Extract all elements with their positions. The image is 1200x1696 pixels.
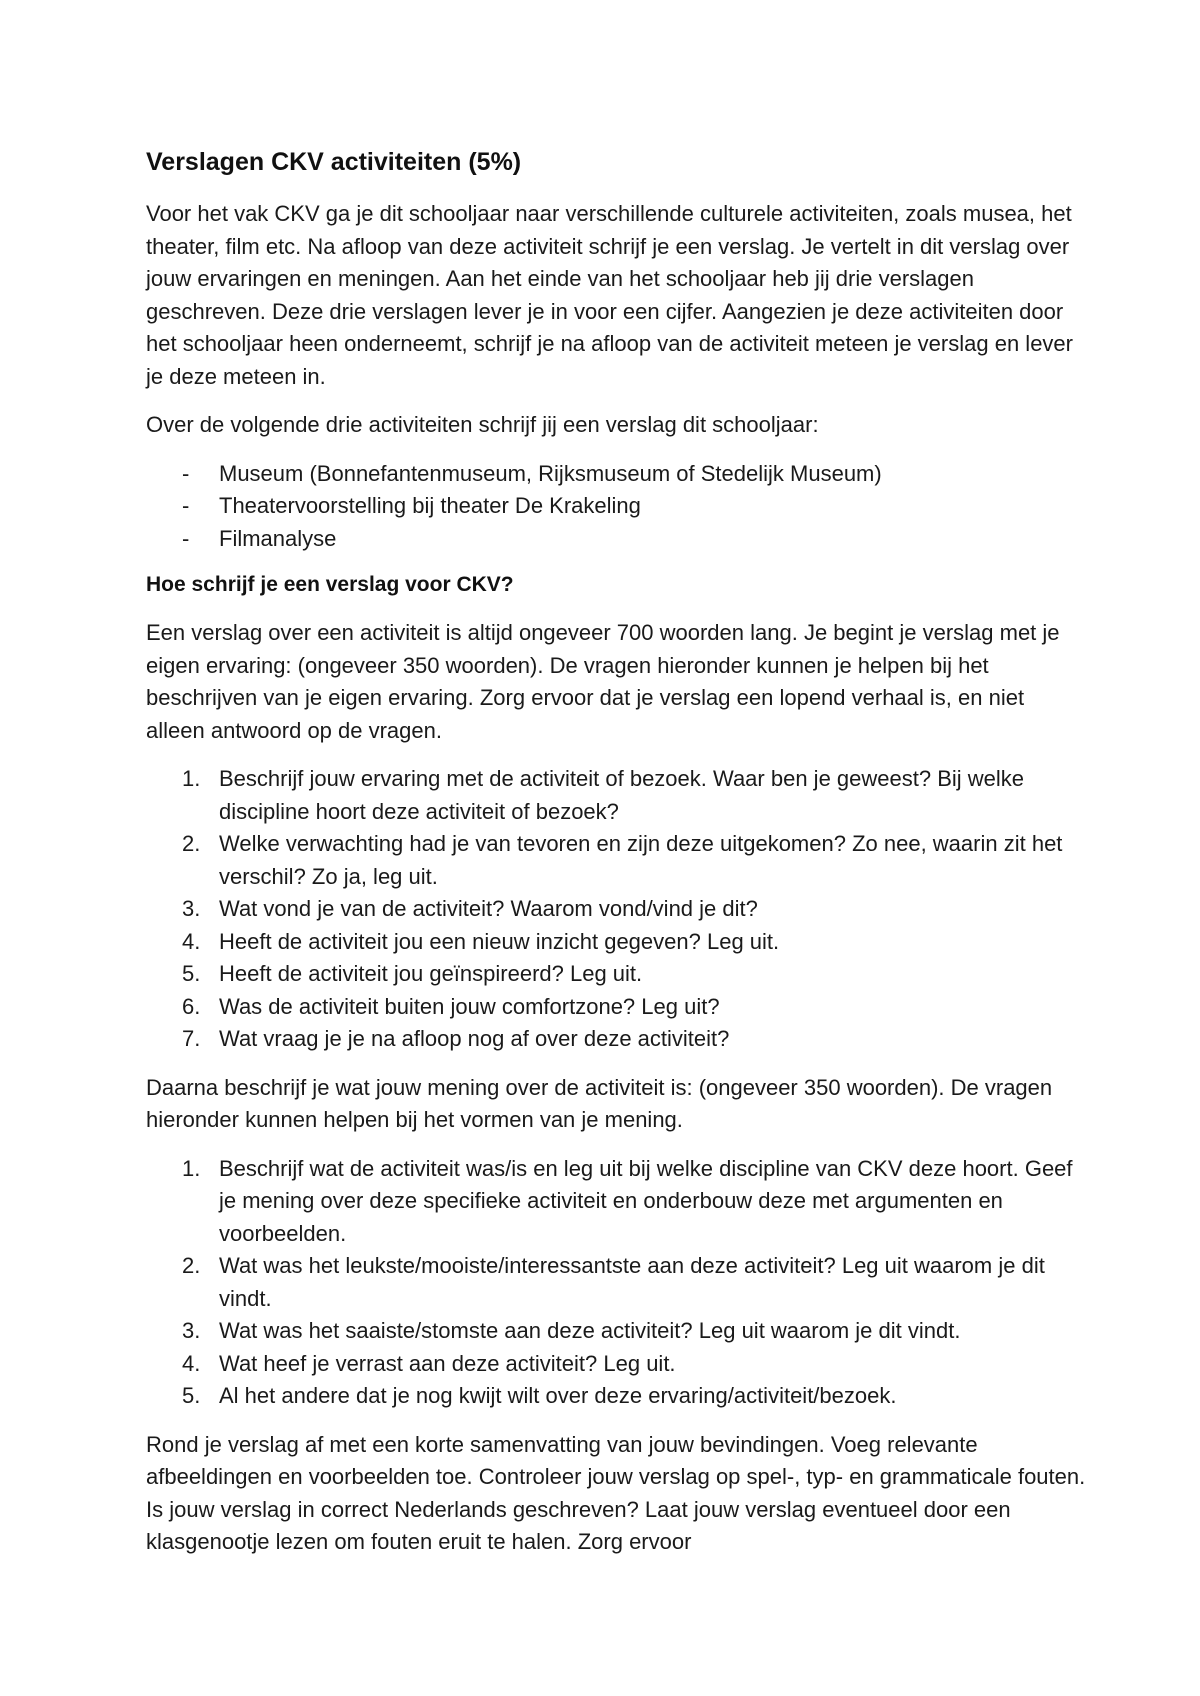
activities-intro: Over de volgende drie activiteiten schrijf jij een verslag dit schooljaar: bbox=[146, 412, 819, 437]
list-item-text: Filmanalyse bbox=[219, 525, 337, 551]
list-item bbox=[146, 490, 1086, 523]
list-item bbox=[146, 523, 1086, 556]
list-item bbox=[146, 893, 1086, 926]
list-item-text: Was de activiteit buiten jouw comfortzone? Leg uit? bbox=[219, 993, 720, 1019]
intro-paragraph: Voor het vak CKV ga je dit schooljaar naar verschillende culturele activiteiten, zoals musea, het theater, film etc. Na afloop van deze activiteit schrijf je een verslag. Je vertelt in dit verslag over jouw ervaringen en meningen. Aan het einde van het schooljaar heb jij drie verslagen geschreven. Deze drie verslagen lever je in voor een cijfer. Aangezien je deze activiteiten door het schooljaar heen onderneemt, schrijf je na afloop van de activiteit meteen je verslag en lever je deze meteen in. bbox=[146, 201, 1073, 389]
list-item bbox=[146, 1380, 1086, 1413]
document-page bbox=[146, 144, 1086, 1575]
list-item bbox=[146, 991, 1086, 1024]
activities-list bbox=[146, 458, 1086, 556]
number-marker: 4. bbox=[182, 1350, 201, 1376]
opinion-intro: Daarna beschrijf je wat jouw mening over de activiteit is: (ongeveer 350 woorden). De vragen hieronder kunnen helpen bij het vormen van je mening. bbox=[146, 1074, 1053, 1132]
list-item-text: Al het andere dat je nog kwijt wilt over deze ervaring/activiteit/bezoek. bbox=[219, 1383, 897, 1408]
number-marker: 6. bbox=[182, 993, 201, 1019]
list-item-text: Wat vraag je je na afloop nog af over deze activiteit? bbox=[219, 1026, 730, 1051]
list-item bbox=[146, 1023, 1086, 1056]
list-item bbox=[146, 458, 1086, 491]
number-marker: 1. bbox=[182, 1155, 201, 1181]
list-item bbox=[146, 1348, 1086, 1381]
number-marker: 5. bbox=[182, 1383, 201, 1408]
list-item-text: Wat vond je van de activiteit? Waarom vond/vind je dit? bbox=[219, 896, 758, 921]
list-item-text: Wat was het saaiste/stomste aan deze activiteit? Leg uit waarom je dit vindt. bbox=[219, 1318, 961, 1343]
closing-paragraph: Rond je verslag af met een korte samenvatting van jouw bevindingen. Voeg relevante afbeeldingen en voorbeelden toe. Controleer jouw verslag op spel-, typ- en grammaticale fouten. Is jouw verslag in correct Nederlands geschreven? Laat jouw verslag eventueel door een klasgenootje lezen om fouten eruit te halen. Zorg ervoor bbox=[146, 1431, 1086, 1554]
list-item bbox=[146, 1250, 1086, 1315]
list-item-text: Welke verwachting had je van tevoren en zijn deze uitgekomen? Zo nee, waarin zit het verschil? Zo ja, leg uit. bbox=[219, 831, 1063, 889]
number-marker: 1. bbox=[182, 766, 201, 791]
list-item bbox=[146, 828, 1086, 893]
opinion-questions-list bbox=[146, 1153, 1086, 1413]
dash-marker: - bbox=[182, 525, 190, 551]
dash-marker: - bbox=[182, 493, 190, 518]
list-item bbox=[146, 958, 1086, 991]
list-item bbox=[146, 1315, 1086, 1348]
list-item-text: Theatervoorstelling bij theater De Krakeling bbox=[219, 493, 641, 518]
list-item-text: Museum (Bonnefantenmuseum, Rijksmuseum of Stedelijk Museum) bbox=[219, 460, 882, 486]
list-item-text: Wat was het leukste/mooiste/interessantste aan deze activiteit? Leg uit waarom je dit vindt. bbox=[219, 1253, 1045, 1311]
document-title: Verslagen CKV activiteiten (5%) bbox=[146, 148, 522, 176]
list-item-text: Heeft de activiteit jou een nieuw inzicht gegeven? Leg uit. bbox=[219, 928, 780, 954]
number-marker: 2. bbox=[182, 831, 201, 856]
number-marker: 3. bbox=[182, 1318, 201, 1343]
experience-questions-list bbox=[146, 763, 1086, 1056]
dash-marker: - bbox=[182, 460, 190, 486]
list-item-text: Beschrijf jouw ervaring met de activiteit of bezoek. Waar ben je geweest? Bij welke discipline hoort deze activiteit of bezoek? bbox=[219, 766, 1025, 824]
list-item-text: Wat heef je verrast aan deze activiteit? Leg uit. bbox=[219, 1350, 676, 1376]
experience-intro: Een verslag over een activiteit is altijd ongeveer 700 woorden lang. Je begint je verslag met je eigen ervaring: (ongeveer 350 woorden). De vragen hieronder kunnen je helpen bij het beschrijven van je eigen ervaring. Zorg ervoor dat je verslag een lopend verhaal is, en niet alleen antwoord op de vragen. bbox=[146, 620, 1060, 743]
section-heading: Hoe schrijf je een verslag voor CKV? bbox=[146, 573, 514, 596]
list-item-text: Heeft de activiteit jou geïnspireerd? Leg uit. bbox=[219, 961, 643, 986]
number-marker: 3. bbox=[182, 896, 201, 921]
list-item bbox=[146, 1153, 1086, 1251]
number-marker: 7. bbox=[182, 1026, 201, 1051]
list-item-text: Beschrijf wat de activiteit was/is en leg uit bij welke discipline van CKV deze hoort. Geef je mening over deze specifieke activiteit en onderbouw deze met argumenten en voorbeelden. bbox=[219, 1155, 1073, 1246]
number-marker: 5. bbox=[182, 961, 201, 986]
list-item bbox=[146, 926, 1086, 959]
number-marker: 2. bbox=[182, 1253, 201, 1278]
list-item bbox=[146, 763, 1086, 828]
number-marker: 4. bbox=[182, 928, 201, 954]
